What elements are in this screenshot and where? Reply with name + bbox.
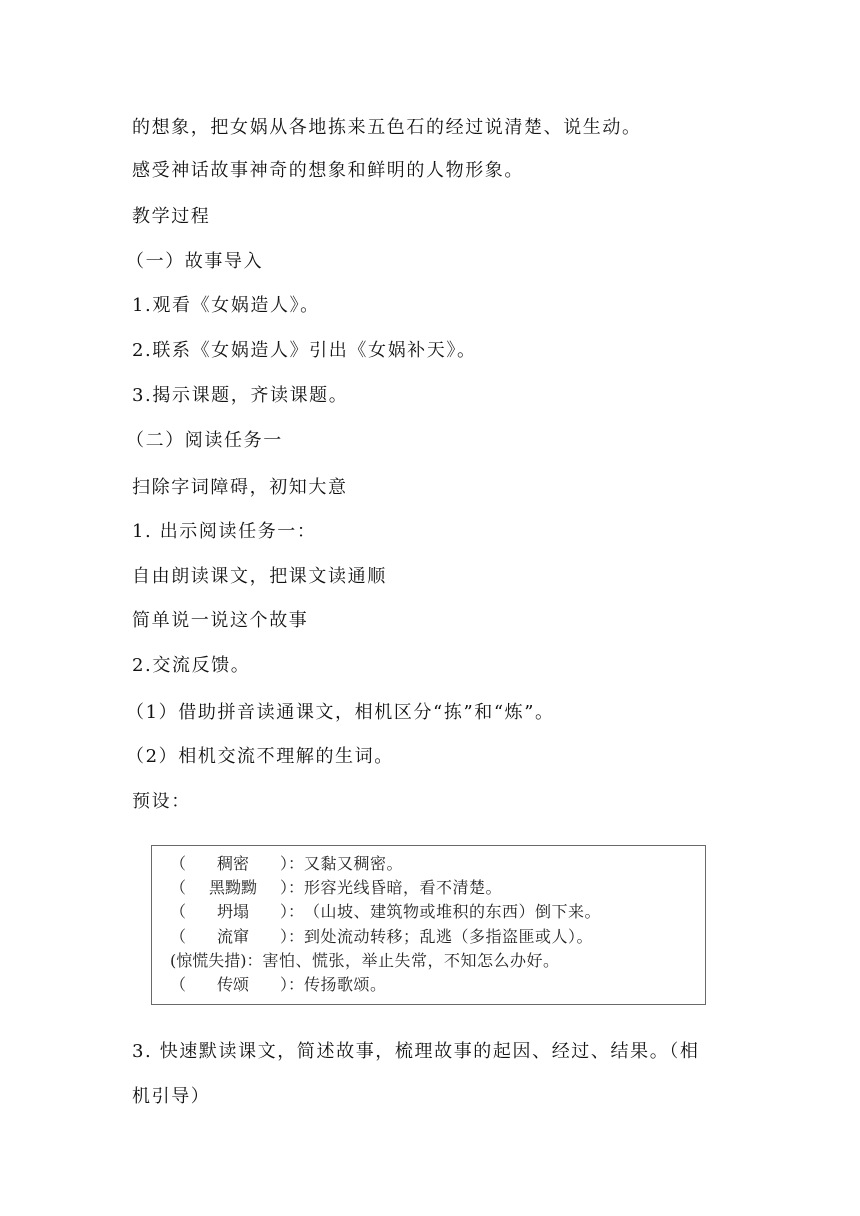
vocab-definition: 害怕、慌张，举止失常，不知怎么办好。 — [262, 950, 560, 970]
text-line: 自由朗读课文，把课文读通顺 — [132, 566, 387, 587]
vocab-term: 传颂 — [217, 974, 250, 994]
vocab-term: 黑黝黝 — [209, 878, 258, 898]
vocab-definition: （山坡、建筑物或堆积的东西）倒下来。 — [304, 902, 602, 922]
text-line: 的想象，把女娲从各地拣来五色石的经过说清楚、说生动。 — [132, 117, 642, 138]
subsection-heading: （一）故事导入 — [126, 251, 264, 272]
text-line: 预设： — [132, 791, 191, 812]
vocab-term: 惊慌失措 — [176, 950, 241, 970]
list-item: 3. 快速默读课文，简述故事，梳理故事的起因、经过、结果。（相 — [132, 1041, 700, 1062]
vocab-row: （ 稠密 ）： 又黏又稠密。 — [170, 852, 705, 876]
section-heading: 教学过程 — [132, 206, 211, 227]
text-line: 简单说一说这个故事 — [132, 610, 309, 631]
vocab-row: ( 惊慌失措 )： 害怕、慌张，举止失常，不知怎么办好。 — [170, 949, 705, 973]
vocabulary-box — [151, 845, 706, 1005]
text-line: 扫除字词障碍，初知大意 — [132, 477, 348, 498]
list-item: （2）相机交流不理解的生词。 — [126, 746, 394, 767]
vocab-row: （ 黑黝黝 ）： 形容光线昏暗，看不清楚。 — [170, 876, 705, 900]
subsection-heading: （二）阅读任务一 — [126, 430, 283, 451]
text-line: 感受神话故事神奇的想象和鲜明的人物形象。 — [132, 160, 524, 181]
list-item: 1.观看《女娲造人》。 — [132, 295, 320, 316]
vocab-definition: 又黏又稠密。 — [304, 854, 404, 873]
vocab-term: 流窜 — [217, 926, 250, 946]
vocab-definition: 传扬歌颂。 — [304, 974, 387, 994]
list-item: （1）借助拼音读通课文，相机区分“拣”和“炼”。 — [126, 702, 555, 723]
vocab-row: （ 坍塌 ）： （山坡、建筑物或堆积的东西）倒下来。 — [170, 900, 705, 924]
vocab-term: 坍塌 — [217, 902, 250, 922]
vocab-definition: 形容光线昏暗，看不清楚。 — [304, 878, 503, 898]
list-item: 1. 出示阅读任务一： — [132, 521, 317, 542]
vocab-definition: 到处流动转移；乱逃（多指盗匪或人）。 — [304, 926, 594, 946]
vocab-row: （ 流窜 ）： 到处流动转移；乱逃（多指盗匪或人）。 — [170, 925, 705, 949]
list-item: 3.揭示课题，齐读课题。 — [132, 385, 349, 406]
text-line: 机引导） — [132, 1086, 211, 1107]
vocab-row: （ 传颂 ）： 传扬歌颂。 — [170, 973, 705, 997]
vocab-term: 稠密 — [217, 854, 250, 873]
list-item: 2.交流反馈。 — [132, 655, 251, 676]
list-item: 2.联系《女娲造人》引出《女娲补天》。 — [132, 340, 477, 361]
